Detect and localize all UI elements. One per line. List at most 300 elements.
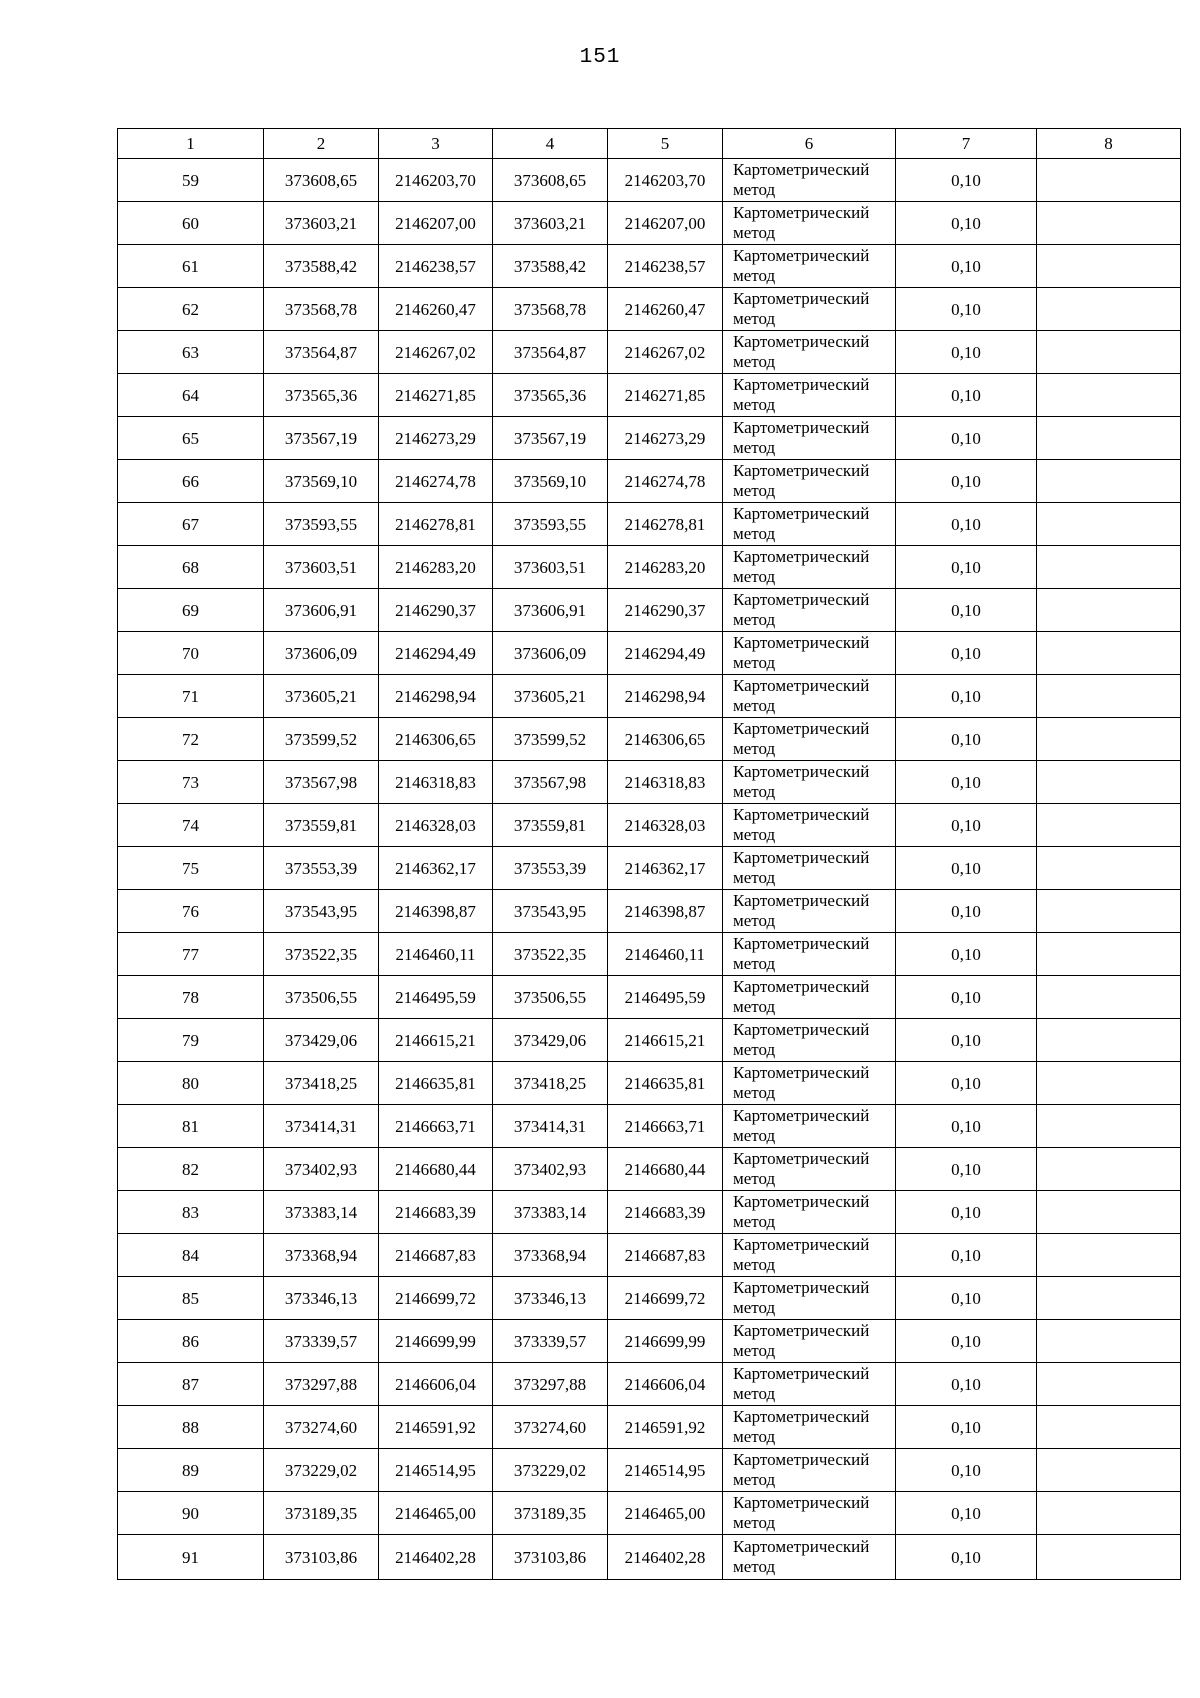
point-number-cell: 60 <box>118 202 264 245</box>
note-cell <box>1037 1277 1181 1320</box>
y-coordinate-cell: 2146306,65 <box>608 718 723 761</box>
y-coordinate-cell: 2146328,03 <box>608 804 723 847</box>
y-coordinate-cell: 2146606,04 <box>379 1363 493 1406</box>
x-coordinate-cell: 373189,35 <box>493 1492 608 1535</box>
method-cell: Картометрический метод <box>723 1277 896 1320</box>
note-cell <box>1037 503 1181 546</box>
y-coordinate-cell: 2146465,00 <box>608 1492 723 1535</box>
accuracy-cell: 0,10 <box>896 632 1037 675</box>
y-coordinate-cell: 2146271,85 <box>608 374 723 417</box>
x-coordinate-cell: 373414,31 <box>493 1105 608 1148</box>
point-number-cell: 74 <box>118 804 264 847</box>
point-number-cell: 78 <box>118 976 264 1019</box>
method-cell: Картометрический метод <box>723 632 896 675</box>
note-cell <box>1037 202 1181 245</box>
table-row <box>118 417 1181 460</box>
method-cell: Картометрический метод <box>723 761 896 804</box>
y-coordinate-cell: 2146298,94 <box>379 675 493 718</box>
table-row <box>118 1019 1181 1062</box>
y-coordinate-cell: 2146318,83 <box>608 761 723 804</box>
method-cell: Картометрический метод <box>723 460 896 503</box>
note-cell <box>1037 847 1181 890</box>
header-cell-5: 5 <box>608 129 723 159</box>
y-coordinate-cell: 2146699,72 <box>379 1277 493 1320</box>
point-number-cell: 79 <box>118 1019 264 1062</box>
method-cell: Картометрический метод <box>723 202 896 245</box>
point-number-cell: 71 <box>118 675 264 718</box>
y-coordinate-cell: 2146591,92 <box>608 1406 723 1449</box>
x-coordinate-cell: 373368,94 <box>493 1234 608 1277</box>
point-number-cell: 88 <box>118 1406 264 1449</box>
table-row <box>118 1535 1181 1580</box>
table-row <box>118 245 1181 288</box>
method-cell: Картометрический метод <box>723 1492 896 1535</box>
accuracy-cell: 0,10 <box>896 890 1037 933</box>
accuracy-cell: 0,10 <box>896 331 1037 374</box>
y-coordinate-cell: 2146283,20 <box>608 546 723 589</box>
note-cell <box>1037 460 1181 503</box>
y-coordinate-cell: 2146635,81 <box>379 1062 493 1105</box>
table-row <box>118 331 1181 374</box>
y-coordinate-cell: 2146687,83 <box>608 1234 723 1277</box>
x-coordinate-cell: 373606,09 <box>264 632 379 675</box>
header-cell-2: 2 <box>264 129 379 159</box>
accuracy-cell: 0,10 <box>896 1320 1037 1363</box>
y-coordinate-cell: 2146699,99 <box>379 1320 493 1363</box>
x-coordinate-cell: 373383,14 <box>493 1191 608 1234</box>
y-coordinate-cell: 2146606,04 <box>608 1363 723 1406</box>
point-number-cell: 80 <box>118 1062 264 1105</box>
point-number-cell: 83 <box>118 1191 264 1234</box>
x-coordinate-cell: 373429,06 <box>264 1019 379 1062</box>
point-number-cell: 70 <box>118 632 264 675</box>
method-cell: Картометрический метод <box>723 245 896 288</box>
x-coordinate-cell: 373229,02 <box>264 1449 379 1492</box>
y-coordinate-cell: 2146283,20 <box>379 546 493 589</box>
point-number-cell: 86 <box>118 1320 264 1363</box>
point-number-cell: 64 <box>118 374 264 417</box>
method-cell: Картометрический метод <box>723 1148 896 1191</box>
x-coordinate-cell: 373559,81 <box>264 804 379 847</box>
method-cell: Картометрический метод <box>723 1105 896 1148</box>
note-cell <box>1037 1363 1181 1406</box>
note-cell <box>1037 632 1181 675</box>
x-coordinate-cell: 373588,42 <box>264 245 379 288</box>
accuracy-cell: 0,10 <box>896 1535 1037 1580</box>
method-cell: Картометрический метод <box>723 1320 896 1363</box>
x-coordinate-cell: 373569,10 <box>493 460 608 503</box>
y-coordinate-cell: 2146362,17 <box>608 847 723 890</box>
method-cell: Картометрический метод <box>723 1535 896 1580</box>
note-cell <box>1037 1535 1181 1580</box>
point-number-cell: 73 <box>118 761 264 804</box>
y-coordinate-cell: 2146274,78 <box>379 460 493 503</box>
table-row <box>118 1449 1181 1492</box>
x-coordinate-cell: 373559,81 <box>493 804 608 847</box>
point-number-cell: 77 <box>118 933 264 976</box>
y-coordinate-cell: 2146687,83 <box>379 1234 493 1277</box>
x-coordinate-cell: 373564,87 <box>493 331 608 374</box>
y-coordinate-cell: 2146271,85 <box>379 374 493 417</box>
table-row <box>118 1105 1181 1148</box>
method-cell: Картометрический метод <box>723 374 896 417</box>
y-coordinate-cell: 2146290,37 <box>379 589 493 632</box>
y-coordinate-cell: 2146635,81 <box>608 1062 723 1105</box>
x-coordinate-cell: 373588,42 <box>493 245 608 288</box>
method-cell: Картометрический метод <box>723 417 896 460</box>
accuracy-cell: 0,10 <box>896 288 1037 331</box>
x-coordinate-cell: 373429,06 <box>493 1019 608 1062</box>
x-coordinate-cell: 373346,13 <box>493 1277 608 1320</box>
x-coordinate-cell: 373103,86 <box>493 1535 608 1580</box>
table-row <box>118 1406 1181 1449</box>
note-cell <box>1037 1019 1181 1062</box>
point-number-cell: 90 <box>118 1492 264 1535</box>
y-coordinate-cell: 2146615,21 <box>379 1019 493 1062</box>
note-cell <box>1037 976 1181 1019</box>
y-coordinate-cell: 2146495,59 <box>379 976 493 1019</box>
y-coordinate-cell: 2146306,65 <box>379 718 493 761</box>
point-number-cell: 61 <box>118 245 264 288</box>
table-row <box>118 202 1181 245</box>
y-coordinate-cell: 2146680,44 <box>379 1148 493 1191</box>
method-cell: Картометрический метод <box>723 1062 896 1105</box>
x-coordinate-cell: 373565,36 <box>493 374 608 417</box>
table-row <box>118 288 1181 331</box>
y-coordinate-cell: 2146402,28 <box>379 1535 493 1580</box>
accuracy-cell: 0,10 <box>896 1449 1037 1492</box>
y-coordinate-cell: 2146290,37 <box>608 589 723 632</box>
method-cell: Картометрический метод <box>723 847 896 890</box>
method-cell: Картометрический метод <box>723 1449 896 1492</box>
method-cell: Картометрический метод <box>723 1234 896 1277</box>
x-coordinate-cell: 373605,21 <box>493 675 608 718</box>
note-cell <box>1037 1234 1181 1277</box>
note-cell <box>1037 890 1181 933</box>
note-cell <box>1037 675 1181 718</box>
method-cell: Картометрический метод <box>723 976 896 1019</box>
y-coordinate-cell: 2146207,00 <box>379 202 493 245</box>
x-coordinate-cell: 373567,98 <box>264 761 379 804</box>
table-row <box>118 374 1181 417</box>
method-cell: Картометрический метод <box>723 1363 896 1406</box>
y-coordinate-cell: 2146460,11 <box>608 933 723 976</box>
note-cell <box>1037 1191 1181 1234</box>
page-number: 151 <box>579 46 621 69</box>
y-coordinate-cell: 2146260,47 <box>379 288 493 331</box>
table-row <box>118 1234 1181 1277</box>
method-cell: Картометрический метод <box>723 589 896 632</box>
accuracy-cell: 0,10 <box>896 1277 1037 1320</box>
table-row <box>118 1492 1181 1535</box>
y-coordinate-cell: 2146238,57 <box>379 245 493 288</box>
accuracy-cell: 0,10 <box>896 1105 1037 1148</box>
x-coordinate-cell: 373368,94 <box>264 1234 379 1277</box>
y-coordinate-cell: 2146402,28 <box>608 1535 723 1580</box>
x-coordinate-cell: 373189,35 <box>264 1492 379 1535</box>
y-coordinate-cell: 2146495,59 <box>608 976 723 1019</box>
point-number-cell: 63 <box>118 331 264 374</box>
x-coordinate-cell: 373402,93 <box>493 1148 608 1191</box>
accuracy-cell: 0,10 <box>896 202 1037 245</box>
point-number-cell: 85 <box>118 1277 264 1320</box>
x-coordinate-cell: 373606,09 <box>493 632 608 675</box>
method-cell: Картометрический метод <box>723 546 896 589</box>
x-coordinate-cell: 373103,86 <box>264 1535 379 1580</box>
x-coordinate-cell: 373418,25 <box>493 1062 608 1105</box>
point-number-cell: 89 <box>118 1449 264 1492</box>
y-coordinate-cell: 2146615,21 <box>608 1019 723 1062</box>
note-cell <box>1037 245 1181 288</box>
accuracy-cell: 0,10 <box>896 1406 1037 1449</box>
accuracy-cell: 0,10 <box>896 159 1037 202</box>
x-coordinate-cell: 373603,51 <box>493 546 608 589</box>
x-coordinate-cell: 373603,51 <box>264 546 379 589</box>
method-cell: Картометрический метод <box>723 288 896 331</box>
accuracy-cell: 0,10 <box>896 374 1037 417</box>
table-row <box>118 503 1181 546</box>
coordinates-table <box>117 128 1181 1580</box>
point-number-cell: 87 <box>118 1363 264 1406</box>
note-cell <box>1037 1492 1181 1535</box>
x-coordinate-cell: 373608,65 <box>493 159 608 202</box>
x-coordinate-cell: 373568,78 <box>264 288 379 331</box>
note-cell <box>1037 1062 1181 1105</box>
table-row <box>118 847 1181 890</box>
y-coordinate-cell: 2146278,81 <box>608 503 723 546</box>
method-cell: Картометрический метод <box>723 331 896 374</box>
y-coordinate-cell: 2146683,39 <box>379 1191 493 1234</box>
accuracy-cell: 0,10 <box>896 1363 1037 1406</box>
y-coordinate-cell: 2146318,83 <box>379 761 493 804</box>
header-cell-3: 3 <box>379 129 493 159</box>
header-cell-6: 6 <box>723 129 896 159</box>
table-row <box>118 159 1181 202</box>
y-coordinate-cell: 2146514,95 <box>379 1449 493 1492</box>
point-number-cell: 68 <box>118 546 264 589</box>
x-coordinate-cell: 373553,39 <box>493 847 608 890</box>
y-coordinate-cell: 2146683,39 <box>608 1191 723 1234</box>
x-coordinate-cell: 373603,21 <box>493 202 608 245</box>
y-coordinate-cell: 2146591,92 <box>379 1406 493 1449</box>
accuracy-cell: 0,10 <box>896 1234 1037 1277</box>
method-cell: Картометрический метод <box>723 718 896 761</box>
method-cell: Картометрический метод <box>723 675 896 718</box>
point-number-cell: 69 <box>118 589 264 632</box>
table-row <box>118 890 1181 933</box>
x-coordinate-cell: 373567,98 <box>493 761 608 804</box>
y-coordinate-cell: 2146294,49 <box>379 632 493 675</box>
note-cell <box>1037 1406 1181 1449</box>
accuracy-cell: 0,10 <box>896 933 1037 976</box>
note-cell <box>1037 417 1181 460</box>
note-cell <box>1037 1320 1181 1363</box>
x-coordinate-cell: 373414,31 <box>264 1105 379 1148</box>
x-coordinate-cell: 373418,25 <box>264 1062 379 1105</box>
accuracy-cell: 0,10 <box>896 847 1037 890</box>
point-number-cell: 82 <box>118 1148 264 1191</box>
x-coordinate-cell: 373297,88 <box>264 1363 379 1406</box>
point-number-cell: 67 <box>118 503 264 546</box>
x-coordinate-cell: 373567,19 <box>264 417 379 460</box>
x-coordinate-cell: 373339,57 <box>493 1320 608 1363</box>
point-number-cell: 76 <box>118 890 264 933</box>
x-coordinate-cell: 373383,14 <box>264 1191 379 1234</box>
note-cell <box>1037 1148 1181 1191</box>
table-header <box>118 129 1181 159</box>
table-row <box>118 675 1181 718</box>
point-number-cell: 66 <box>118 460 264 503</box>
accuracy-cell: 0,10 <box>896 503 1037 546</box>
table-row <box>118 546 1181 589</box>
x-coordinate-cell: 373593,55 <box>264 503 379 546</box>
y-coordinate-cell: 2146663,71 <box>608 1105 723 1148</box>
header-cell-7: 7 <box>896 129 1037 159</box>
table-row <box>118 1320 1181 1363</box>
method-cell: Картометрический метод <box>723 804 896 847</box>
table-row <box>118 761 1181 804</box>
point-number-cell: 72 <box>118 718 264 761</box>
y-coordinate-cell: 2146514,95 <box>608 1449 723 1492</box>
x-coordinate-cell: 373274,60 <box>264 1406 379 1449</box>
table-row <box>118 1191 1181 1234</box>
x-coordinate-cell: 373606,91 <box>264 589 379 632</box>
accuracy-cell: 0,10 <box>896 245 1037 288</box>
x-coordinate-cell: 373606,91 <box>493 589 608 632</box>
note-cell <box>1037 331 1181 374</box>
accuracy-cell: 0,10 <box>896 1062 1037 1105</box>
accuracy-cell: 0,10 <box>896 1019 1037 1062</box>
x-coordinate-cell: 373522,35 <box>493 933 608 976</box>
table-row <box>118 804 1181 847</box>
x-coordinate-cell: 373543,95 <box>493 890 608 933</box>
header-cell-1: 1 <box>118 129 264 159</box>
y-coordinate-cell: 2146267,02 <box>608 331 723 374</box>
accuracy-cell: 0,10 <box>896 1492 1037 1535</box>
accuracy-cell: 0,10 <box>896 546 1037 589</box>
x-coordinate-cell: 373553,39 <box>264 847 379 890</box>
accuracy-cell: 0,10 <box>896 761 1037 804</box>
header-cell-8: 8 <box>1037 129 1181 159</box>
y-coordinate-cell: 2146294,49 <box>608 632 723 675</box>
point-number-cell: 84 <box>118 1234 264 1277</box>
x-coordinate-cell: 373543,95 <box>264 890 379 933</box>
x-coordinate-cell: 373564,87 <box>264 331 379 374</box>
x-coordinate-cell: 373565,36 <box>264 374 379 417</box>
y-coordinate-cell: 2146273,29 <box>608 417 723 460</box>
header-cell-4: 4 <box>493 129 608 159</box>
x-coordinate-cell: 373297,88 <box>493 1363 608 1406</box>
method-cell: Картометрический метод <box>723 933 896 976</box>
y-coordinate-cell: 2146398,87 <box>379 890 493 933</box>
point-number-cell: 81 <box>118 1105 264 1148</box>
note-cell <box>1037 1449 1181 1492</box>
table-row <box>118 1062 1181 1105</box>
accuracy-cell: 0,10 <box>896 460 1037 503</box>
table-row <box>118 460 1181 503</box>
note-cell <box>1037 933 1181 976</box>
table-row <box>118 1277 1181 1320</box>
x-coordinate-cell: 373599,52 <box>264 718 379 761</box>
x-coordinate-cell: 373506,55 <box>493 976 608 1019</box>
point-number-cell: 62 <box>118 288 264 331</box>
table-row <box>118 589 1181 632</box>
table-row <box>118 632 1181 675</box>
method-cell: Картометрический метод <box>723 1406 896 1449</box>
method-cell: Картометрический метод <box>723 1191 896 1234</box>
method-cell: Картометрический метод <box>723 890 896 933</box>
x-coordinate-cell: 373229,02 <box>493 1449 608 1492</box>
note-cell <box>1037 761 1181 804</box>
note-cell <box>1037 374 1181 417</box>
method-cell: Картометрический метод <box>723 1019 896 1062</box>
x-coordinate-cell: 373522,35 <box>264 933 379 976</box>
point-number-cell: 59 <box>118 159 264 202</box>
x-coordinate-cell: 373593,55 <box>493 503 608 546</box>
note-cell <box>1037 718 1181 761</box>
y-coordinate-cell: 2146680,44 <box>608 1148 723 1191</box>
y-coordinate-cell: 2146398,87 <box>608 890 723 933</box>
x-coordinate-cell: 373402,93 <box>264 1148 379 1191</box>
y-coordinate-cell: 2146274,78 <box>608 460 723 503</box>
method-cell: Картометрический метод <box>723 159 896 202</box>
note-cell <box>1037 589 1181 632</box>
table-row <box>118 933 1181 976</box>
y-coordinate-cell: 2146278,81 <box>379 503 493 546</box>
note-cell <box>1037 159 1181 202</box>
header-row <box>118 129 1181 159</box>
y-coordinate-cell: 2146298,94 <box>608 675 723 718</box>
y-coordinate-cell: 2146699,72 <box>608 1277 723 1320</box>
accuracy-cell: 0,10 <box>896 1191 1037 1234</box>
accuracy-cell: 0,10 <box>896 417 1037 460</box>
y-coordinate-cell: 2146460,11 <box>379 933 493 976</box>
y-coordinate-cell: 2146465,00 <box>379 1492 493 1535</box>
y-coordinate-cell: 2146203,70 <box>379 159 493 202</box>
x-coordinate-cell: 373603,21 <box>264 202 379 245</box>
x-coordinate-cell: 373346,13 <box>264 1277 379 1320</box>
y-coordinate-cell: 2146203,70 <box>608 159 723 202</box>
note-cell <box>1037 804 1181 847</box>
x-coordinate-cell: 373608,65 <box>264 159 379 202</box>
table-row <box>118 718 1181 761</box>
y-coordinate-cell: 2146260,47 <box>608 288 723 331</box>
y-coordinate-cell: 2146663,71 <box>379 1105 493 1148</box>
y-coordinate-cell: 2146238,57 <box>608 245 723 288</box>
y-coordinate-cell: 2146328,03 <box>379 804 493 847</box>
y-coordinate-cell: 2146267,02 <box>379 331 493 374</box>
point-number-cell: 75 <box>118 847 264 890</box>
x-coordinate-cell: 373605,21 <box>264 675 379 718</box>
y-coordinate-cell: 2146273,29 <box>379 417 493 460</box>
note-cell <box>1037 1105 1181 1148</box>
note-cell <box>1037 546 1181 589</box>
table-row <box>118 976 1181 1019</box>
y-coordinate-cell: 2146207,00 <box>608 202 723 245</box>
x-coordinate-cell: 373506,55 <box>264 976 379 1019</box>
accuracy-cell: 0,10 <box>896 718 1037 761</box>
accuracy-cell: 0,10 <box>896 976 1037 1019</box>
accuracy-cell: 0,10 <box>896 589 1037 632</box>
x-coordinate-cell: 373567,19 <box>493 417 608 460</box>
point-number-cell: 91 <box>118 1535 264 1580</box>
x-coordinate-cell: 373599,52 <box>493 718 608 761</box>
table-row <box>118 1363 1181 1406</box>
point-number-cell: 65 <box>118 417 264 460</box>
accuracy-cell: 0,10 <box>896 1148 1037 1191</box>
accuracy-cell: 0,10 <box>896 804 1037 847</box>
y-coordinate-cell: 2146699,99 <box>608 1320 723 1363</box>
